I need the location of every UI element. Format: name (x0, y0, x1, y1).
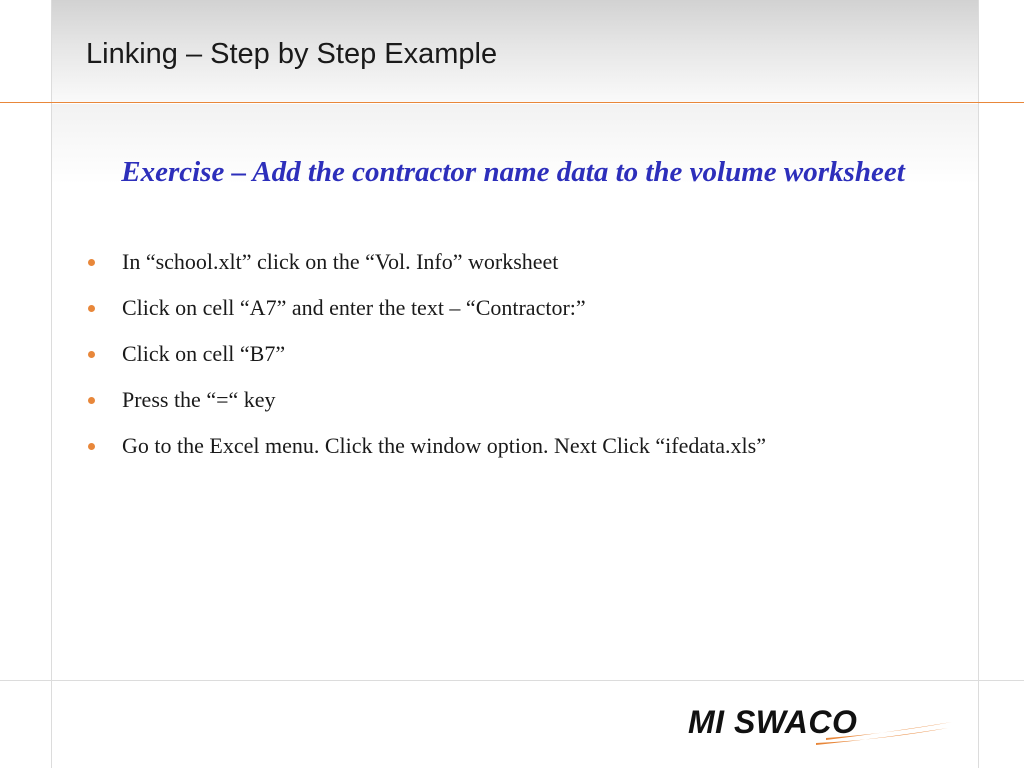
bullet-item (86, 294, 906, 321)
title-divider (0, 102, 1024, 103)
bullet-icon (88, 397, 95, 404)
bullet-item (86, 432, 906, 459)
bullet-icon (88, 443, 95, 450)
footer-divider (0, 680, 1024, 681)
slide-title: Linking – Step by Step Example (86, 38, 498, 70)
left-guide-line (51, 0, 52, 768)
logo-wordmark: MI SWACO (688, 704, 858, 740)
bullet-icon (88, 351, 95, 358)
bullet-item (86, 340, 906, 367)
right-guide-line (978, 0, 979, 768)
mi-swaco-logo-icon (686, 700, 956, 748)
bullet-item (86, 248, 906, 275)
bullet-item (86, 386, 906, 413)
bullet-text: Press the “=“ key (122, 387, 276, 412)
bullet-text: In “school.xlt” click on the “Vol. Info” worksheet (122, 249, 559, 274)
bullet-icon (88, 259, 95, 266)
bullet-icon (88, 305, 95, 312)
bullet-text: Go to the Excel menu. Click the window option. Next Click “ifedata.xls” (122, 433, 766, 458)
slide-subtitle: Exercise – Add the contractor name data to the volume worksheet (121, 156, 905, 188)
bullet-text: Click on cell “B7” (122, 341, 286, 366)
mi-swaco-logo (686, 700, 956, 748)
bullet-list (86, 248, 906, 478)
bullet-text: Click on cell “A7” and enter the text – “Contractor:” (122, 295, 586, 320)
